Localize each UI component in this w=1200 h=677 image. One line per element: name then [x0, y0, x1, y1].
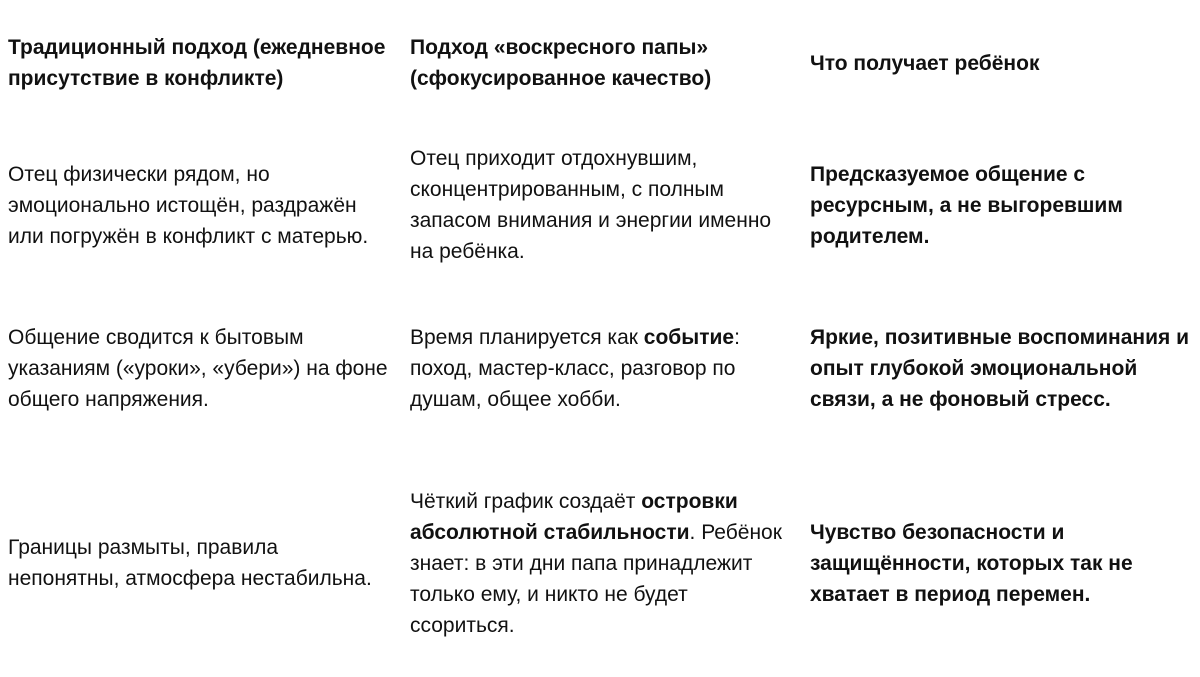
row2-sunday-dad-text: [410, 322, 795, 415]
header-sunday-dad: [410, 16, 795, 110]
row3-sunday-dad-text-after: . Ребёнок знает: в эти дни папа принадлежит только ему, и никто не будет ссориться.: [410, 520, 782, 637]
row2-traditional: [8, 306, 393, 430]
header-child-gets-text: Что получает ребёнок: [810, 51, 1040, 75]
header-traditional-text: Традиционный подход (ежедневное присутствие в конфликте): [8, 36, 386, 90]
row3-traditional-text: Границы размыты, правила непонятны, атмосфера нестабильна.: [8, 536, 372, 590]
row2-sunday-dad-text-after: : поход, мастер-класс, разговор по душам, общее хобби.: [410, 325, 740, 411]
row1-traditional: [8, 143, 393, 267]
row2-traditional-text: Общение сводится к бытовым указаниям («уроки», «убери») на фоне общего напряжения.: [8, 325, 388, 411]
row2-sunday-dad: [410, 306, 795, 430]
row1-sunday-dad: [410, 143, 795, 267]
row3-sunday-dad-text-bold: островки абсолютной стабильности: [410, 489, 738, 544]
header-traditional: [8, 16, 393, 110]
row3-sunday-dad: [410, 484, 795, 642]
row3-sunday-dad-text-before: Чёткий график создаёт: [410, 489, 642, 513]
row2-sunday-dad-text-bold: событие: [643, 325, 735, 349]
row1-traditional-text: Отец физически рядом, но эмоционально истощён, раздражён или погружён в конфликт с матерью.: [8, 162, 369, 248]
row2-sunday-dad-text-before: Время планируется как: [410, 325, 644, 349]
row1-sunday-dad-text: Отец приходит отдохнувшим, сконцентрированным, с полным запасом внимания и энергии именно на ребёнка.: [410, 147, 772, 263]
header-sunday-dad-text: Подход «воскресного папы» (сфокусированное качество): [410, 36, 712, 90]
row1-child-gets-text: Предсказуемое общение с ресурсным, а не выгоревшим родителем.: [810, 162, 1123, 248]
row3-child-gets-text: Чувство безопасности и защищённости, которых так не хватает в период перемен.: [810, 520, 1133, 606]
row3-child-gets: [810, 484, 1195, 642]
row1-child-gets: [810, 143, 1195, 267]
row3-sunday-dad-text: [410, 486, 795, 641]
row2-child-gets: [810, 306, 1195, 430]
header-child-gets: [810, 16, 1195, 110]
row3-traditional: [8, 484, 393, 642]
row2-child-gets-text: Яркие, позитивные воспоминания и опыт глубокой эмоциональной связи, а не фоновый стресс.: [810, 325, 1190, 411]
